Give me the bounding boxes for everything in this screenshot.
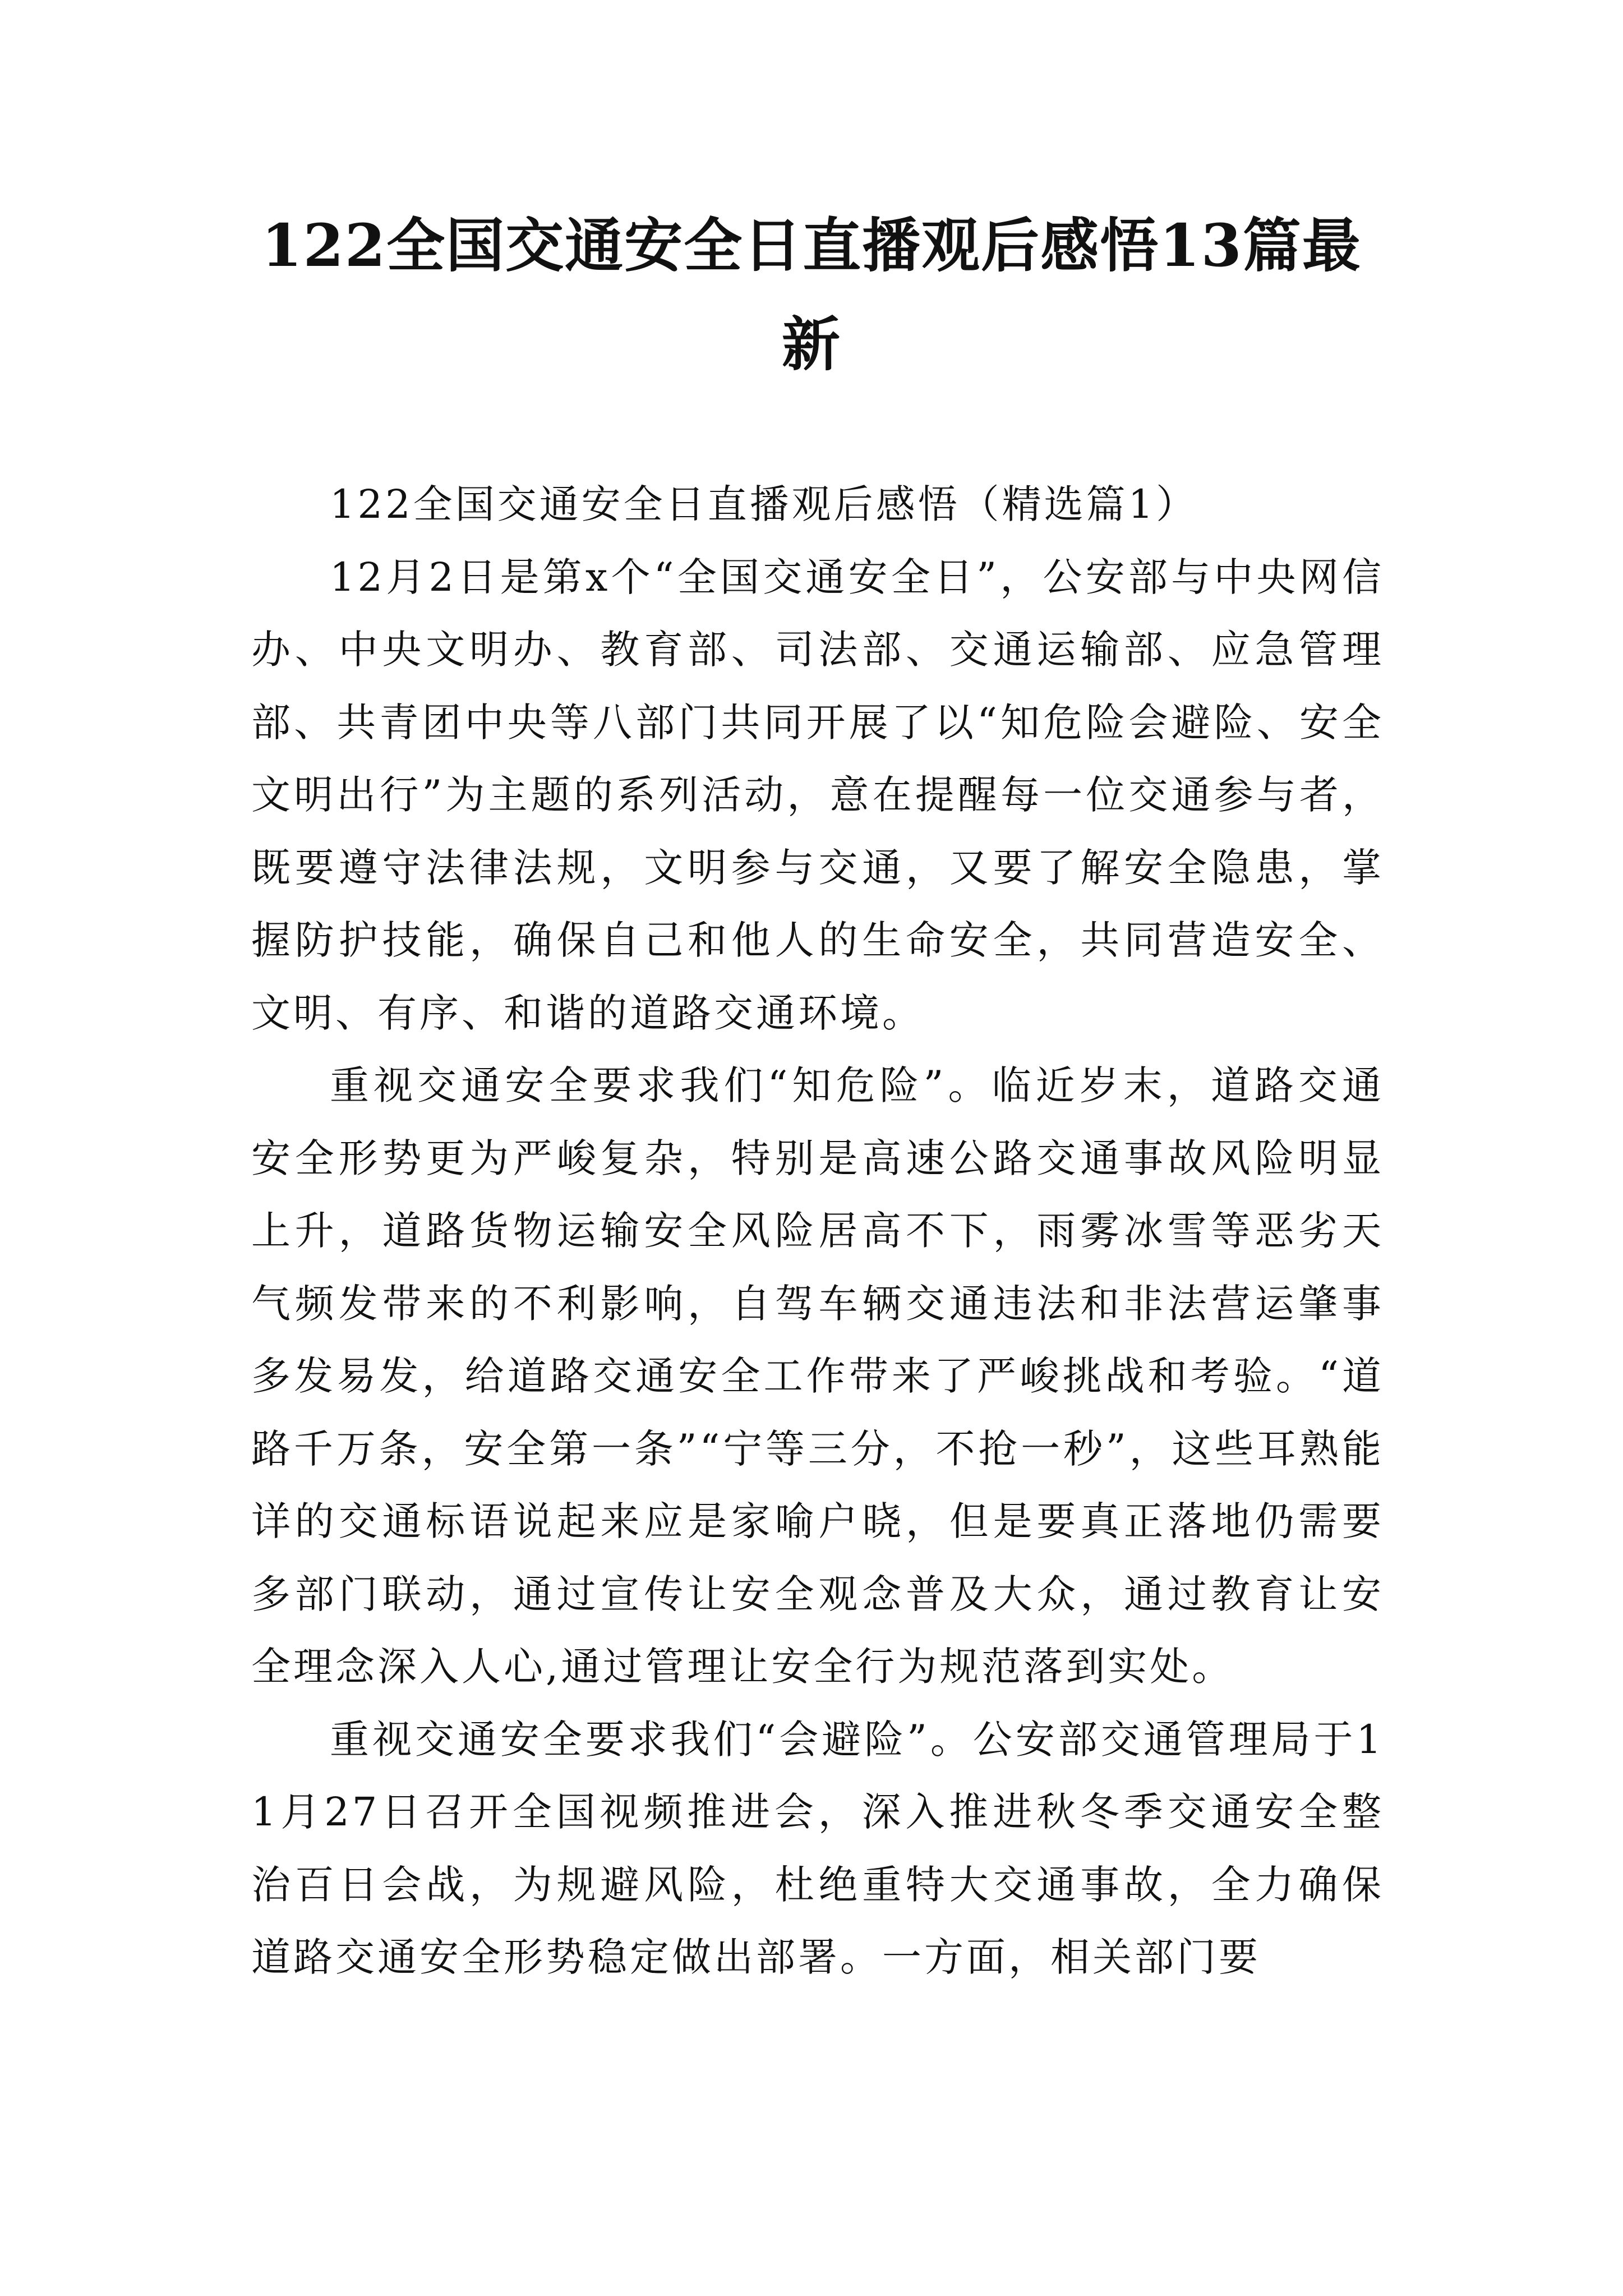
- paragraph: 12月2日是第x个“全国交通安全日”，公安部与中央网信办、中央文明办、教育部、司法部、交通运输部、应急管理部、共青团中央等八部门共同开展了以“知危险会避险、安全文明出行”为主题的系列活动，意在提醒每一位交通参与者，既要遵守法律法规，文明参与交通，又要了解安全隐患，掌握防护技能，确保自己和他人的生命安全，共同营造安全、文明、有序、和谐的道路交通环境。: [251, 554, 1384, 1036]
- paragraph: 重视交通安全要求我们“会避险”。公安部交通管理局于11月27日召开全国视频推进会，深入推进秋冬季交通安全整治百日会战，为规避风险，杜绝重特大交通事故，全力确保道路交通安全形势稳定做出部署。一方面，相关部门要: [251, 1716, 1384, 1980]
- document-body: [251, 468, 1384, 1994]
- section-heading: 122全国交通安全日直播观后感悟（精选篇1）: [330, 481, 1198, 527]
- paragraph: 重视交通安全要求我们“知危险”。临近岁末，道路交通安全形势更为严峻复杂，特别是高速公路交通事故风险明显上升，道路货物运输安全风险居高不下，雨雾冰雪等恶劣天气频发带来的不利影响，自驾车辆交通违法和非法营运肇事多发易发，给道路交通安全工作带来了严峻挑战和考验。“道路千万条，安全第一条”“宁等三分，不抢一秒”，这些耳熟能详的交通标语说起来应是家喻户晓，但是要真正落地仍需要多部门联动，通过宣传让安全观念普及大众，通过教育让安全理念深入人心,通过管理让安全行为规范落到实处。: [251, 1062, 1384, 1690]
- document-title: 122全国交通安全日直播观后感悟13篇最新: [261, 211, 1362, 379]
